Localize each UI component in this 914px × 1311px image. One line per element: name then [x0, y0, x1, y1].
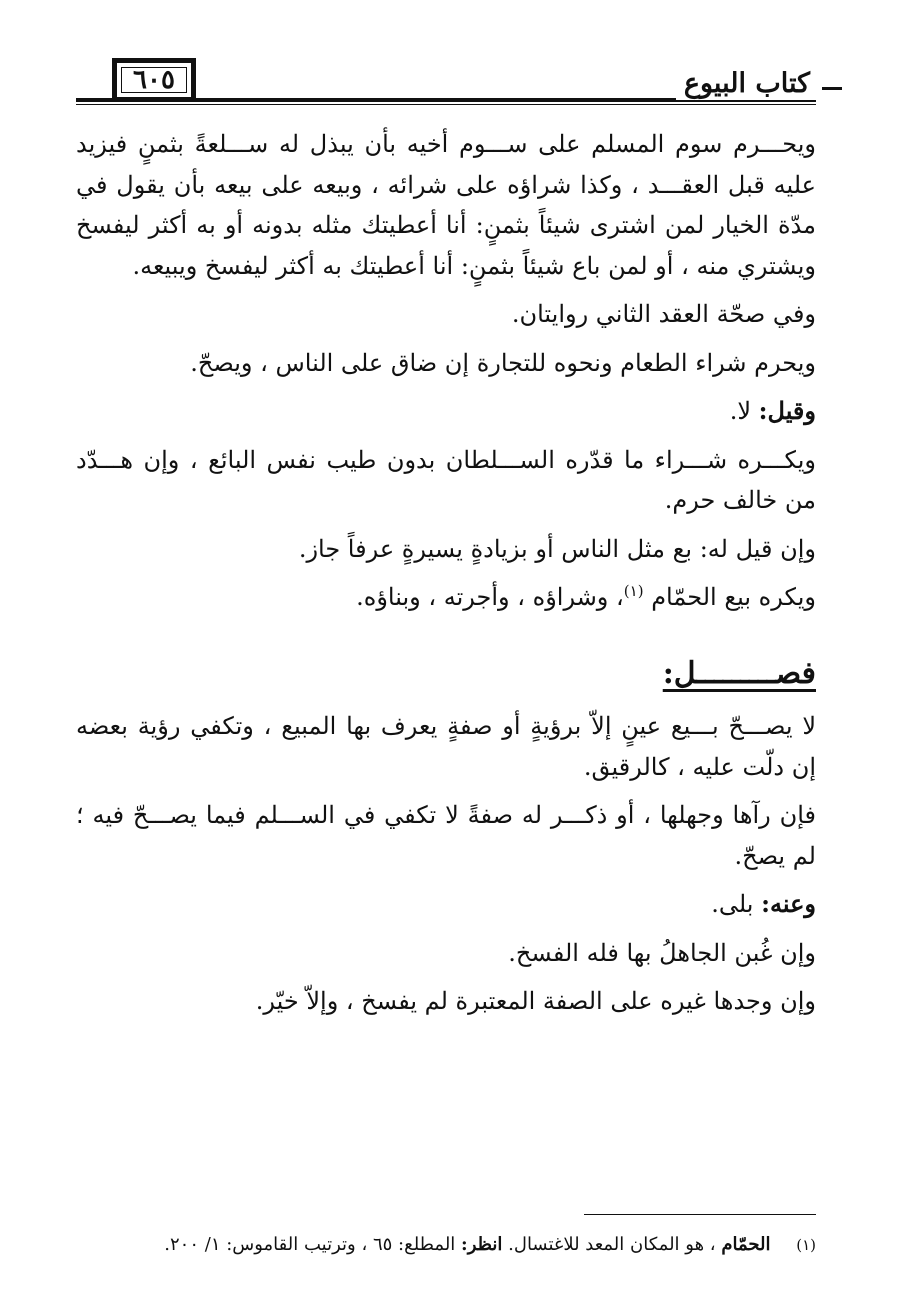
paragraph [76, 391, 816, 432]
header-rule-thin [76, 104, 816, 105]
footnote-text: المطلع: ٦٥ ، وترتيب القاموس: ١/ ٢٠٠. [164, 1234, 456, 1255]
footnote-see-label: انظر: [461, 1234, 503, 1255]
paragraph-text: وإن قيل له: بع مثل الناس أو بزيادةٍ يسيرةٍ عرفاً جاز. [298, 534, 816, 563]
paragraph [76, 981, 816, 1022]
footnote [120, 1230, 816, 1260]
paragraph [76, 294, 816, 335]
paragraph [76, 124, 816, 286]
page-number-text: ٦٠٥ [133, 65, 175, 95]
paragraph-text: ويكـــره شـــراء ما قدّره الســـلطان بدون طيب نفس البائع ، وإن هـــدّد من خالف حرم. [76, 445, 816, 514]
footnote-text: ، هو المكان المعد للاغتسال. [508, 1234, 716, 1255]
paragraph-text: وإن وجدها غيره على الصفة المعتبرة لم يفسخ ، وإلاّ خيّر. [255, 987, 816, 1015]
footnote-reference[interactable]: (١) [623, 582, 644, 600]
page-number [112, 58, 196, 102]
paragraph [76, 933, 816, 974]
paragraph-lead: وقيل: [758, 396, 816, 425]
paragraph [76, 343, 816, 384]
paragraph [76, 440, 816, 521]
footnote-mark: (١) [796, 1236, 816, 1254]
paragraph-hammam [76, 577, 816, 618]
paragraph-text: وفي صحّة العقد الثاني روايتان. [511, 300, 816, 328]
paragraph-text: لا. [729, 397, 759, 425]
book-title: كتاب البيوع [676, 68, 818, 100]
paragraph-text: لا يصـــحّ بـــيع عينٍ إلاّ برؤيةٍ أو صفةٍ يعرف بها المبيع ، وتكفي رؤية بعضه إن دلّت عليه ، كالرقيق. [76, 712, 817, 781]
paragraph [76, 795, 816, 876]
paragraph-text: ويحـــرم سوم المسلم على ســـوم أخيه بأن يبذل له ســـلعةً بثمنٍ فيزيد عليه قبل العقـــد ، وكذا شراؤه على شرائه ، وبيعه على بيعه بأن يقول في مدّة الخيار لمن اشترى شيئاً بثمنٍ: أنا أعطيتك مثله بدونه أو به أكثر ليفسخ ويشتري منه ، أو لمن باع شيئاً بثمنٍ: أنا أعطيتك به أكثر ليفسخ ويبيعه. [76, 130, 816, 280]
section-heading: فصـــــــــل: [662, 655, 816, 691]
paragraph-lead: وعنه: [761, 889, 816, 918]
footnote-rule [584, 1214, 816, 1215]
body-text [76, 124, 816, 1030]
paragraph-text: ويحرم شراء الطعام ونحوه للتجارة إن ضاق على الناس ، ويصحّ. [190, 348, 816, 377]
paragraph-text: ، وشراؤه ، وأجرته ، وبناؤه. [356, 583, 624, 611]
title-dash [822, 87, 842, 90]
paragraph [76, 884, 816, 925]
footnote-term: الحمّام [721, 1234, 771, 1255]
paragraph [76, 706, 816, 787]
paragraph-text: وإن غُبن الجاهلُ بها فله الفسخ. [508, 938, 816, 967]
paragraph [76, 529, 816, 570]
paragraph-text: بلى. [711, 890, 762, 918]
paragraph-text: ويكره بيع الحمّام [651, 583, 816, 611]
paragraph-text: فإن رآها وجهلها ، أو ذكـــر له صفةً لا تكفي في الســـلم فيما يصـــحّ فيه ؛ لم يصحّ. [76, 801, 817, 870]
